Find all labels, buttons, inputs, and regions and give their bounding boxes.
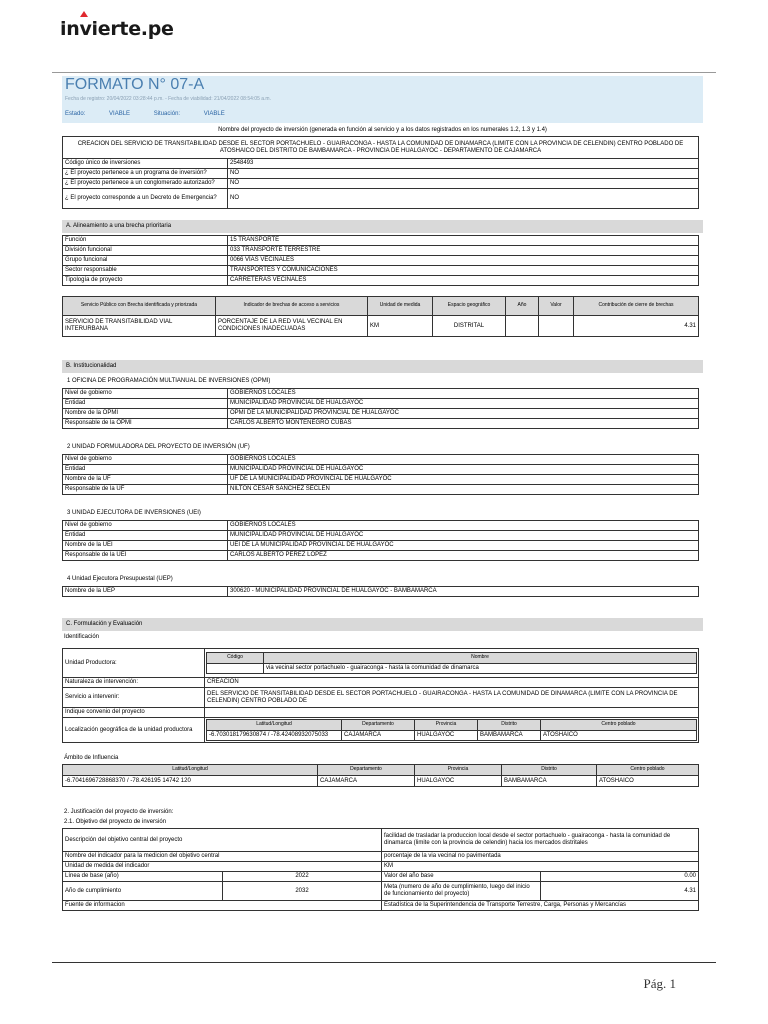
row-label: Responsable de la UEI — [63, 551, 228, 561]
table-row — [63, 776, 699, 787]
row-label: Naturaleza de intervención: — [63, 678, 205, 688]
column-header: Código — [207, 653, 264, 664]
table-cell: PORCENTAJE DE LA RED VIAL VECINAL EN CONDICIONES INADECUADAS — [216, 316, 368, 337]
uf-title: 2 UNIDAD FORMULADORA DEL PROYECTO DE INVERSIÓN (UF) — [67, 444, 250, 450]
uep-title: 4 Unidad Ejecutora Presupuestal (UEP) — [67, 576, 173, 582]
uei-title: 3 UNIDAD EJECUTORA DE INVERSIONES (UEI) — [67, 510, 201, 516]
project-name: CREACION DEL SERVICIO DE TRANSITABILIDAD DESDE EL SECTOR PORTACHUELO - GUAIRACONGA - HASTA LA COMUNIDAD DE DINAMARCA (LIMITE CON LA PROVINCIA DE CELENDIN) CENTRO POBLADO DE ATOSHAICO DEL DISTRITO DE BAMBAMARCA - PROVINCIA DE HUALGAYOC - DEPARTAMENTO DE CAJAMARCA — [63, 137, 699, 159]
table-row — [63, 266, 699, 276]
table-cell — [506, 316, 539, 337]
row-label: Entidad — [63, 465, 228, 475]
row-label: Función — [63, 236, 228, 246]
table-header-row — [63, 765, 699, 776]
row-value: 033 TRANSPORTE TERRESTRE — [228, 246, 699, 256]
row-value: UF DE LA MUNICIPALIDAD PROVINCIAL DE HUALGAYOC — [228, 475, 699, 485]
situacion-label: Situación: — [153, 111, 181, 117]
logo-triangle-icon — [80, 11, 88, 17]
localizacion-table — [206, 719, 697, 741]
table-row — [63, 829, 699, 852]
table-row — [63, 159, 699, 169]
row-label: Año de cumplimiento — [63, 882, 223, 901]
objetivo-title: 2.1. Objetivo del proyecto de inversión — [64, 819, 167, 825]
table-cell: HUALGAYOC — [415, 776, 502, 787]
table-row — [63, 531, 699, 541]
opmi-title: 1 OFICINA DE PROGRAMACIÓN MULTIANUAL DE INVERSIONES (OPMI) — [67, 378, 271, 384]
format-header — [62, 76, 703, 123]
row-value: KM — [382, 862, 699, 872]
table-row — [63, 419, 699, 429]
format-dates: Fecha de registro: 20/04/2022 03:28:44 p.m. - Fecha de viabilidad: 21/04/2022 08:54:05 a.m. — [65, 96, 271, 102]
logo-text-part: v — [79, 18, 92, 40]
column-header: Latitud/Longitud — [207, 720, 342, 731]
project-name-label: Nombre del proyecto de inversión (generada en función al servicio y a los datos registrados en los numerales 1.2, 1.3 y 1.4) — [218, 127, 547, 133]
column-header: Provincia — [415, 765, 502, 776]
row-label: Indique convenio del proyecto — [63, 708, 205, 718]
row-value: 2548493 — [228, 159, 699, 169]
row-label: Responsable de la UF — [63, 485, 228, 495]
column-header: Indicador de brechas de acceso a servicios — [216, 297, 368, 316]
table-row — [63, 485, 699, 495]
table-row — [63, 587, 699, 597]
table-row — [63, 852, 699, 862]
row-value: MUNICIPALIDAD PROVINCIAL DE HUALGAYOC — [228, 399, 699, 409]
unidad-productora-table — [206, 652, 697, 674]
row-value: 300620 - MUNICIPALIDAD PROVINCIAL DE HUALGAYOC - BAMBAMARCA — [228, 587, 699, 597]
row-label: Código único de inversiones — [63, 159, 228, 169]
row-value: 0.00 — [541, 872, 699, 882]
column-header: Unidad de medida — [368, 297, 433, 316]
row-label: Nivel de gobierno — [63, 389, 228, 399]
row-value: porcentaje de la via vecinal no pavimentada — [382, 852, 699, 862]
table-row — [63, 189, 699, 209]
table-row — [63, 475, 699, 485]
row-label: ¿ El proyecto pertenece a un conglomerado autorizado? — [63, 179, 228, 189]
table-row — [63, 551, 699, 561]
row-label: Nivel de gobierno — [63, 521, 228, 531]
row-label: Nombre de la OPMI — [63, 409, 228, 419]
logo-text-part: ierte.pe — [91, 18, 174, 40]
row-label: Nombre de la UEI — [63, 541, 228, 551]
estado-value: VIABLE — [109, 111, 131, 117]
row-value: CARRETERAS VECINALES — [228, 276, 699, 286]
row-value: 15 TRANSPORTE — [228, 236, 699, 246]
row-value: Estadística de la Superintendencia de Transporte Terrestre, Carga, Personas y Mercancías — [382, 901, 699, 911]
table-row — [207, 731, 697, 741]
section-b-title: B. Institucionalidad — [62, 360, 703, 373]
row-value: NILTON CESAR SANCHEZ SECLEN — [228, 485, 699, 495]
row-value: 4.31 — [541, 882, 699, 901]
column-header: Centro poblado — [597, 765, 699, 776]
row-label: Tipología de proyecto — [63, 276, 228, 286]
table-row — [63, 521, 699, 531]
ambito-table — [62, 764, 699, 787]
ambito-title: Ámbito de Influencia — [64, 755, 119, 761]
uep-table — [62, 586, 699, 597]
table-cell: -6.703018179630874 / -78.42408932075033 — [207, 731, 342, 741]
table-row — [63, 256, 699, 266]
unidad-productora-cell — [205, 649, 699, 678]
unidad-productora-label: Unidad Productora: — [63, 649, 205, 678]
row-label: Entidad — [63, 531, 228, 541]
table-cell: via vecinal sector portachuelo - guairaconga - hasta la comunidad de dinamarca — [264, 664, 697, 674]
row-value: 2032 — [223, 882, 382, 901]
table-cell: 4.31 — [574, 316, 699, 337]
row-label: ¿ El proyecto pertenece a un programa de inversión? — [63, 169, 228, 179]
row-label: Nombre de la UEP — [63, 587, 228, 597]
table-row — [63, 708, 699, 718]
table-row — [63, 316, 699, 337]
table-row — [63, 872, 699, 882]
row-value: UEI DE LA MUNICIPALIDAD PROVINCIAL DE HUALGAYOC — [228, 541, 699, 551]
table-cell — [207, 664, 264, 674]
row-label: Meta (numero de año de cumplimiento, luego del inicio de funcionamiento del proyecto) — [382, 882, 541, 901]
row-label: Sector responsable — [63, 266, 228, 276]
table-row — [63, 882, 699, 901]
column-header: Distrito — [478, 720, 541, 731]
column-header: Nombre — [264, 653, 697, 664]
table-row — [63, 901, 699, 911]
table-row — [63, 688, 699, 708]
column-header: Provincia — [415, 720, 478, 731]
table-cell: BAMBAMARCA — [502, 776, 597, 787]
table-row — [63, 276, 699, 286]
table-row — [63, 465, 699, 475]
opmi-table — [62, 388, 699, 429]
table-row — [63, 179, 699, 189]
table-cell: CAJAMARCA — [318, 776, 415, 787]
table-row — [63, 169, 699, 179]
row-label: Responsable de la OPMI — [63, 419, 228, 429]
table-cell: ATOSHAICO — [597, 776, 699, 787]
identificacion-title: Identificación — [64, 634, 100, 640]
column-header: Distrito — [502, 765, 597, 776]
row-label: Localización geográfica de la unidad productora — [63, 718, 205, 743]
table-row — [63, 862, 699, 872]
row-label: Unidad de medida del indicador — [63, 862, 382, 872]
column-header: Departamento — [318, 765, 415, 776]
table-row — [63, 678, 699, 688]
row-value: GOBIERNOS LOCALES — [228, 521, 699, 531]
row-label: División funcional — [63, 246, 228, 256]
section-a-title: A. Alineamiento a una brecha prioritaria — [62, 220, 703, 233]
column-header: Departamento — [342, 720, 415, 731]
row-value: GOBIERNOS LOCALES — [228, 389, 699, 399]
table-row — [63, 236, 699, 246]
table-cell: BAMBAMARCA — [478, 731, 541, 741]
objetivo-table — [62, 828, 699, 911]
column-header: Latitud/Longitud — [63, 765, 318, 776]
row-value: OPMI DE LA MUNICIPALIDAD PROVINCIAL DE HUALGAYOC — [228, 409, 699, 419]
situacion-value: VIABLE — [203, 111, 225, 117]
row-value: facilidad de trasladar la produccion local desde el sector portachuelo - guairaconga - hasta la comunidad de dinamarca (limite con la provincia de celendin) hacia los mercados distritales — [382, 829, 699, 852]
uei-table — [62, 520, 699, 561]
column-header: Centro poblado — [541, 720, 697, 731]
row-label: Servicio a intervenir: — [63, 688, 205, 708]
row-value: NO — [228, 169, 699, 179]
table-row — [63, 455, 699, 465]
row-value: MUNICIPALIDAD PROVINCIAL DE HUALGAYOC — [228, 531, 699, 541]
section-a-table — [62, 235, 699, 286]
row-value: MUNICIPALIDAD PROVINCIAL DE HUALGAYOC — [228, 465, 699, 475]
table-cell: DISTRITAL — [433, 316, 506, 337]
column-header: Año — [506, 297, 539, 316]
row-value: DEL SERVICIO DE TRANSITABILIDAD DESDE EL SECTOR PORTACHUELO - GUAIRACONGA - HASTA LA COMUNIDAD DE DINAMARCA (LIMITE CON LA PROVINCIA DE CELENDIN) CENTRO POBLADO DE — [205, 688, 699, 708]
row-label: ¿ El proyecto corresponde a un Decreto de Emergencia? — [63, 189, 228, 209]
table-header-row — [207, 653, 697, 664]
row-label: Fuente de informacion — [63, 901, 382, 911]
column-header: Servicio Público con Brecha identificada y priorizada — [63, 297, 216, 316]
table-row — [63, 246, 699, 256]
table-cell: ATOSHAICO — [541, 731, 697, 741]
table-cell: KM — [368, 316, 433, 337]
row-value: 0066 VÍAS VECINALES — [228, 256, 699, 266]
uf-table — [62, 454, 699, 495]
logo-text-part: in — [60, 18, 80, 40]
section-c-title: C. Formulación y Evaluación — [62, 618, 703, 631]
row-label: Nombre del indicador para la medicion del objetivo central — [63, 852, 382, 862]
row-label: Grupo funcional — [63, 256, 228, 266]
row-label: Entidad — [63, 399, 228, 409]
justificacion-title: 2. Justificación del proyecto de inversión: — [64, 809, 174, 815]
row-value: TRANSPORTES Y COMUNICACIONES — [228, 266, 699, 276]
table-cell: -6.7041696728868370 / -78.426195 14742 120 — [63, 776, 318, 787]
top-divider — [52, 72, 716, 73]
table-cell: SERVICIO DE TRANSITABILIDAD VIAL INTERURBANA — [63, 316, 216, 337]
row-label: Valor del año base — [382, 872, 541, 882]
table-row — [63, 541, 699, 551]
table-row — [63, 718, 699, 743]
row-value — [205, 708, 699, 718]
bottom-divider — [52, 962, 716, 963]
invierte-logo — [60, 18, 174, 46]
table-header-row — [207, 720, 697, 731]
row-value: NO — [228, 179, 699, 189]
table-row — [63, 399, 699, 409]
row-value: GOBIERNOS LOCALES — [228, 455, 699, 465]
identificacion-table — [62, 648, 699, 743]
row-value: CREACION — [205, 678, 699, 688]
page-number: Pág. 1 — [643, 976, 676, 991]
row-value: 2022 — [223, 872, 382, 882]
row-label: Descripción del objetivo central del proyecto — [63, 829, 382, 852]
table-cell: CAJAMARCA — [342, 731, 415, 741]
table-row — [207, 664, 697, 674]
column-header: Valor — [539, 297, 574, 316]
format-title: FORMATO N° 07-A — [65, 76, 205, 93]
table-cell — [539, 316, 574, 337]
table-cell: HUALGAYOC — [415, 731, 478, 741]
row-label: Nombre de la UF — [63, 475, 228, 485]
table-row — [63, 649, 699, 678]
row-value: NO — [228, 189, 699, 209]
estado-label: Estado: — [65, 111, 86, 117]
row-label: Línea de base (año) — [63, 872, 223, 882]
column-header: Espacio geográfico — [433, 297, 506, 316]
brecha-table — [62, 296, 699, 337]
row-label: Nivel de gobierno — [63, 455, 228, 465]
row-value: CARLOS ALBERTO MONTENEGRO CUBAS — [228, 419, 699, 429]
table-row — [63, 389, 699, 399]
row-value: CARLOS ALBERTO PEREZ LOPEZ — [228, 551, 699, 561]
format-status — [65, 111, 247, 117]
localizacion-cell — [205, 718, 699, 743]
table-header-row — [63, 297, 699, 316]
table-row — [63, 409, 699, 419]
project-general-table — [62, 136, 699, 209]
logo-v — [79, 18, 91, 40]
column-header: Contribución de cierre de brechas — [574, 297, 699, 316]
